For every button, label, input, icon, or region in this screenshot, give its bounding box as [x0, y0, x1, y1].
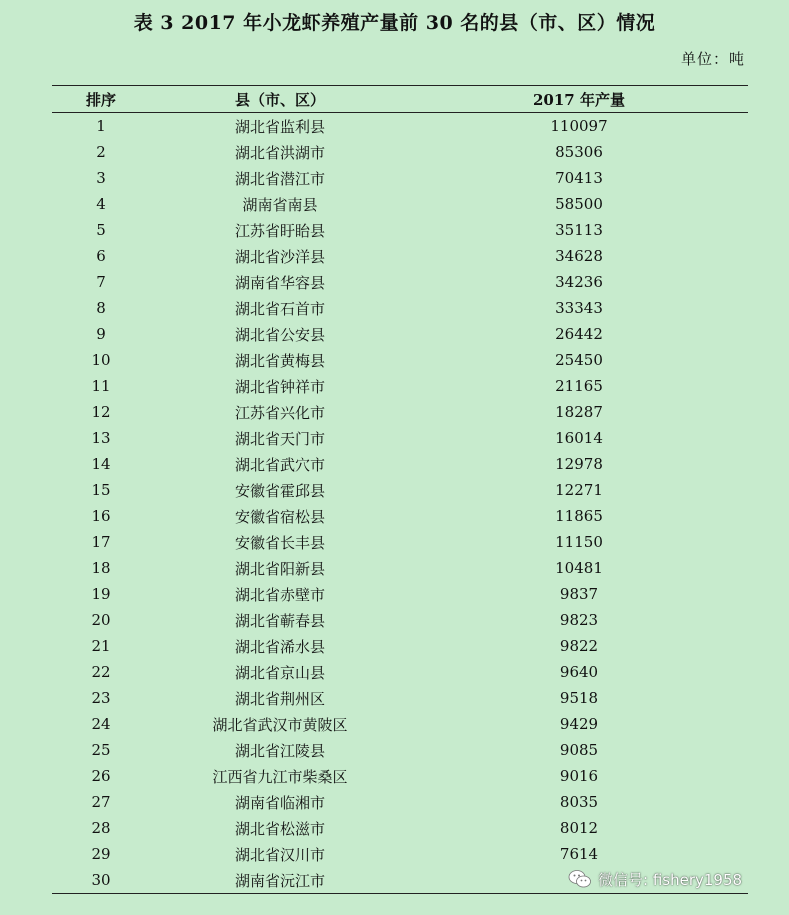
table-header — [52, 86, 748, 113]
production-cell: 7614 — [559, 845, 599, 863]
header-row — [52, 86, 748, 113]
rank-cell: 9 — [96, 325, 106, 343]
table-row — [52, 841, 748, 867]
county-cell: 湖北省洪湖市 — [234, 143, 325, 162]
table-row — [52, 399, 748, 425]
table-row — [52, 555, 748, 581]
county-cell: 湖南省沅江市 — [234, 871, 325, 890]
county-cell: 湖北省汉川市 — [234, 845, 325, 864]
county-cell: 湖北省钟祥市 — [234, 377, 325, 396]
header-rank: 排序 — [85, 90, 116, 109]
county-cell: 湖北省潜江市 — [234, 169, 325, 188]
table-row — [52, 451, 748, 477]
table-row — [52, 789, 748, 815]
rank-cell: 29 — [91, 845, 111, 863]
production-cell: 9822 — [559, 637, 599, 655]
rank-cell: 23 — [91, 689, 111, 707]
table-row — [52, 529, 748, 555]
production-cell: 21165 — [555, 377, 603, 395]
production-cell: 16014 — [555, 429, 603, 447]
rank-cell: 11 — [91, 377, 111, 395]
county-cell: 湖北省公安县 — [234, 325, 325, 344]
rank-cell: 17 — [91, 533, 111, 551]
county-cell: 安徽省宿松县 — [234, 507, 325, 526]
rank-cell: 14 — [91, 455, 111, 473]
production-cell: 9823 — [559, 611, 599, 629]
table-row — [52, 633, 748, 659]
rank-cell: 2 — [96, 143, 106, 161]
page-title: 表 3 2017 年小龙虾养殖产量前 30 名的县（市、区）情况 — [133, 12, 656, 34]
rank-cell: 30 — [91, 871, 111, 889]
table-row — [52, 165, 748, 191]
production-cell: 58500 — [555, 195, 603, 213]
production-cell: 9837 — [559, 585, 599, 603]
county-cell: 湖北省武汉市黄陂区 — [212, 715, 348, 734]
table-row — [52, 581, 748, 607]
rank-cell: 19 — [91, 585, 111, 603]
wechat-watermark — [568, 866, 742, 892]
table-row — [52, 295, 748, 321]
rank-cell: 28 — [91, 819, 111, 837]
rank-cell: 16 — [91, 507, 111, 525]
header-county: 县（市、区） — [234, 90, 325, 109]
rank-cell: 4 — [96, 195, 106, 213]
production-cell: 11150 — [555, 533, 603, 551]
production-table-container — [52, 85, 748, 894]
table-row — [52, 607, 748, 633]
rank-cell: 5 — [96, 221, 106, 239]
header-production: 2017 年产量 — [533, 90, 625, 109]
county-cell: 江苏省兴化市 — [234, 403, 325, 422]
production-cell: 25450 — [555, 351, 603, 369]
production-cell: 35113 — [555, 221, 603, 239]
rank-cell: 25 — [91, 741, 111, 759]
watermark-text: 微信号: fishery1958 — [598, 870, 743, 889]
production-cell: 8035 — [559, 793, 599, 811]
county-cell: 湖北省天门市 — [234, 429, 325, 448]
rank-cell: 21 — [91, 637, 111, 655]
county-cell: 安徽省长丰县 — [234, 533, 325, 552]
rank-cell: 24 — [91, 715, 111, 733]
table-row — [52, 737, 748, 763]
rank-cell: 7 — [96, 273, 106, 291]
county-cell: 湖北省江陵县 — [234, 741, 325, 760]
county-cell: 湖北省监利县 — [234, 117, 325, 136]
table-row — [52, 269, 748, 295]
production-cell: 26442 — [555, 325, 603, 343]
county-cell: 湖南省临湘市 — [234, 793, 325, 812]
table-row — [52, 347, 748, 373]
production-table — [52, 85, 748, 894]
table-row — [52, 763, 748, 789]
rank-cell: 8 — [96, 299, 106, 317]
table-row — [52, 503, 748, 529]
county-cell: 江苏省盱眙县 — [234, 221, 325, 240]
county-cell: 湖北省京山县 — [234, 663, 325, 682]
rank-cell: 6 — [96, 247, 106, 265]
county-cell: 湖北省赤壁市 — [234, 585, 325, 604]
unit-label: 单位：吨 — [680, 50, 745, 68]
table-row — [52, 191, 748, 217]
table-body — [52, 113, 748, 894]
production-cell: 12271 — [555, 481, 603, 499]
table-row — [52, 477, 748, 503]
county-cell: 湖北省荆州区 — [234, 689, 325, 708]
county-cell: 湖北省蕲春县 — [234, 611, 325, 630]
county-cell: 湖北省阳新县 — [234, 559, 325, 578]
production-cell: 110097 — [550, 117, 608, 135]
production-cell: 9429 — [559, 715, 599, 733]
county-cell: 湖北省石首市 — [234, 299, 325, 318]
county-cell: 湖北省松滋市 — [234, 819, 325, 838]
table-row — [52, 139, 748, 165]
rank-cell: 12 — [91, 403, 111, 421]
county-cell: 江西省九江市柴桑区 — [212, 767, 348, 786]
rank-cell: 22 — [91, 663, 111, 681]
rank-cell: 13 — [91, 429, 111, 447]
county-cell: 湖南省南县 — [242, 195, 318, 214]
production-cell: 33343 — [555, 299, 603, 317]
table-row — [52, 217, 748, 243]
production-cell: 10481 — [555, 559, 603, 577]
production-cell: 11865 — [555, 507, 603, 525]
rank-cell: 26 — [91, 767, 111, 785]
production-cell: 8012 — [559, 819, 599, 837]
production-cell: 85306 — [555, 143, 603, 161]
table-row — [52, 321, 748, 347]
table-row — [52, 425, 748, 451]
rank-cell: 3 — [96, 169, 106, 187]
table-row — [52, 373, 748, 399]
table-row — [52, 243, 748, 269]
table-row — [52, 711, 748, 737]
production-cell: 9518 — [559, 689, 599, 707]
table-row — [52, 685, 748, 711]
table-row — [52, 659, 748, 685]
county-cell: 湖北省浠水县 — [234, 637, 325, 656]
production-cell: 34628 — [555, 247, 603, 265]
county-cell: 湖北省武穴市 — [234, 455, 325, 474]
production-cell: 9640 — [559, 663, 599, 681]
rank-cell: 1 — [96, 117, 106, 135]
county-cell: 湖北省沙洋县 — [234, 247, 325, 266]
rank-cell: 15 — [91, 481, 111, 499]
rank-cell: 20 — [91, 611, 111, 629]
production-cell: 12978 — [555, 455, 603, 473]
rank-cell: 18 — [91, 559, 111, 577]
wechat-icon — [568, 869, 592, 889]
table-row — [52, 815, 748, 841]
rank-cell: 27 — [91, 793, 111, 811]
county-cell: 湖北省黄梅县 — [234, 351, 325, 370]
production-cell: 9016 — [559, 767, 599, 785]
production-cell: 18287 — [555, 403, 603, 421]
rank-cell: 10 — [91, 351, 111, 369]
production-cell: 70413 — [555, 169, 603, 187]
county-cell: 湖南省华容县 — [234, 273, 325, 292]
table-row — [52, 113, 748, 140]
county-cell: 安徽省霍邱县 — [234, 481, 325, 500]
production-cell: 34236 — [555, 273, 603, 291]
production-cell: 9085 — [559, 741, 599, 759]
